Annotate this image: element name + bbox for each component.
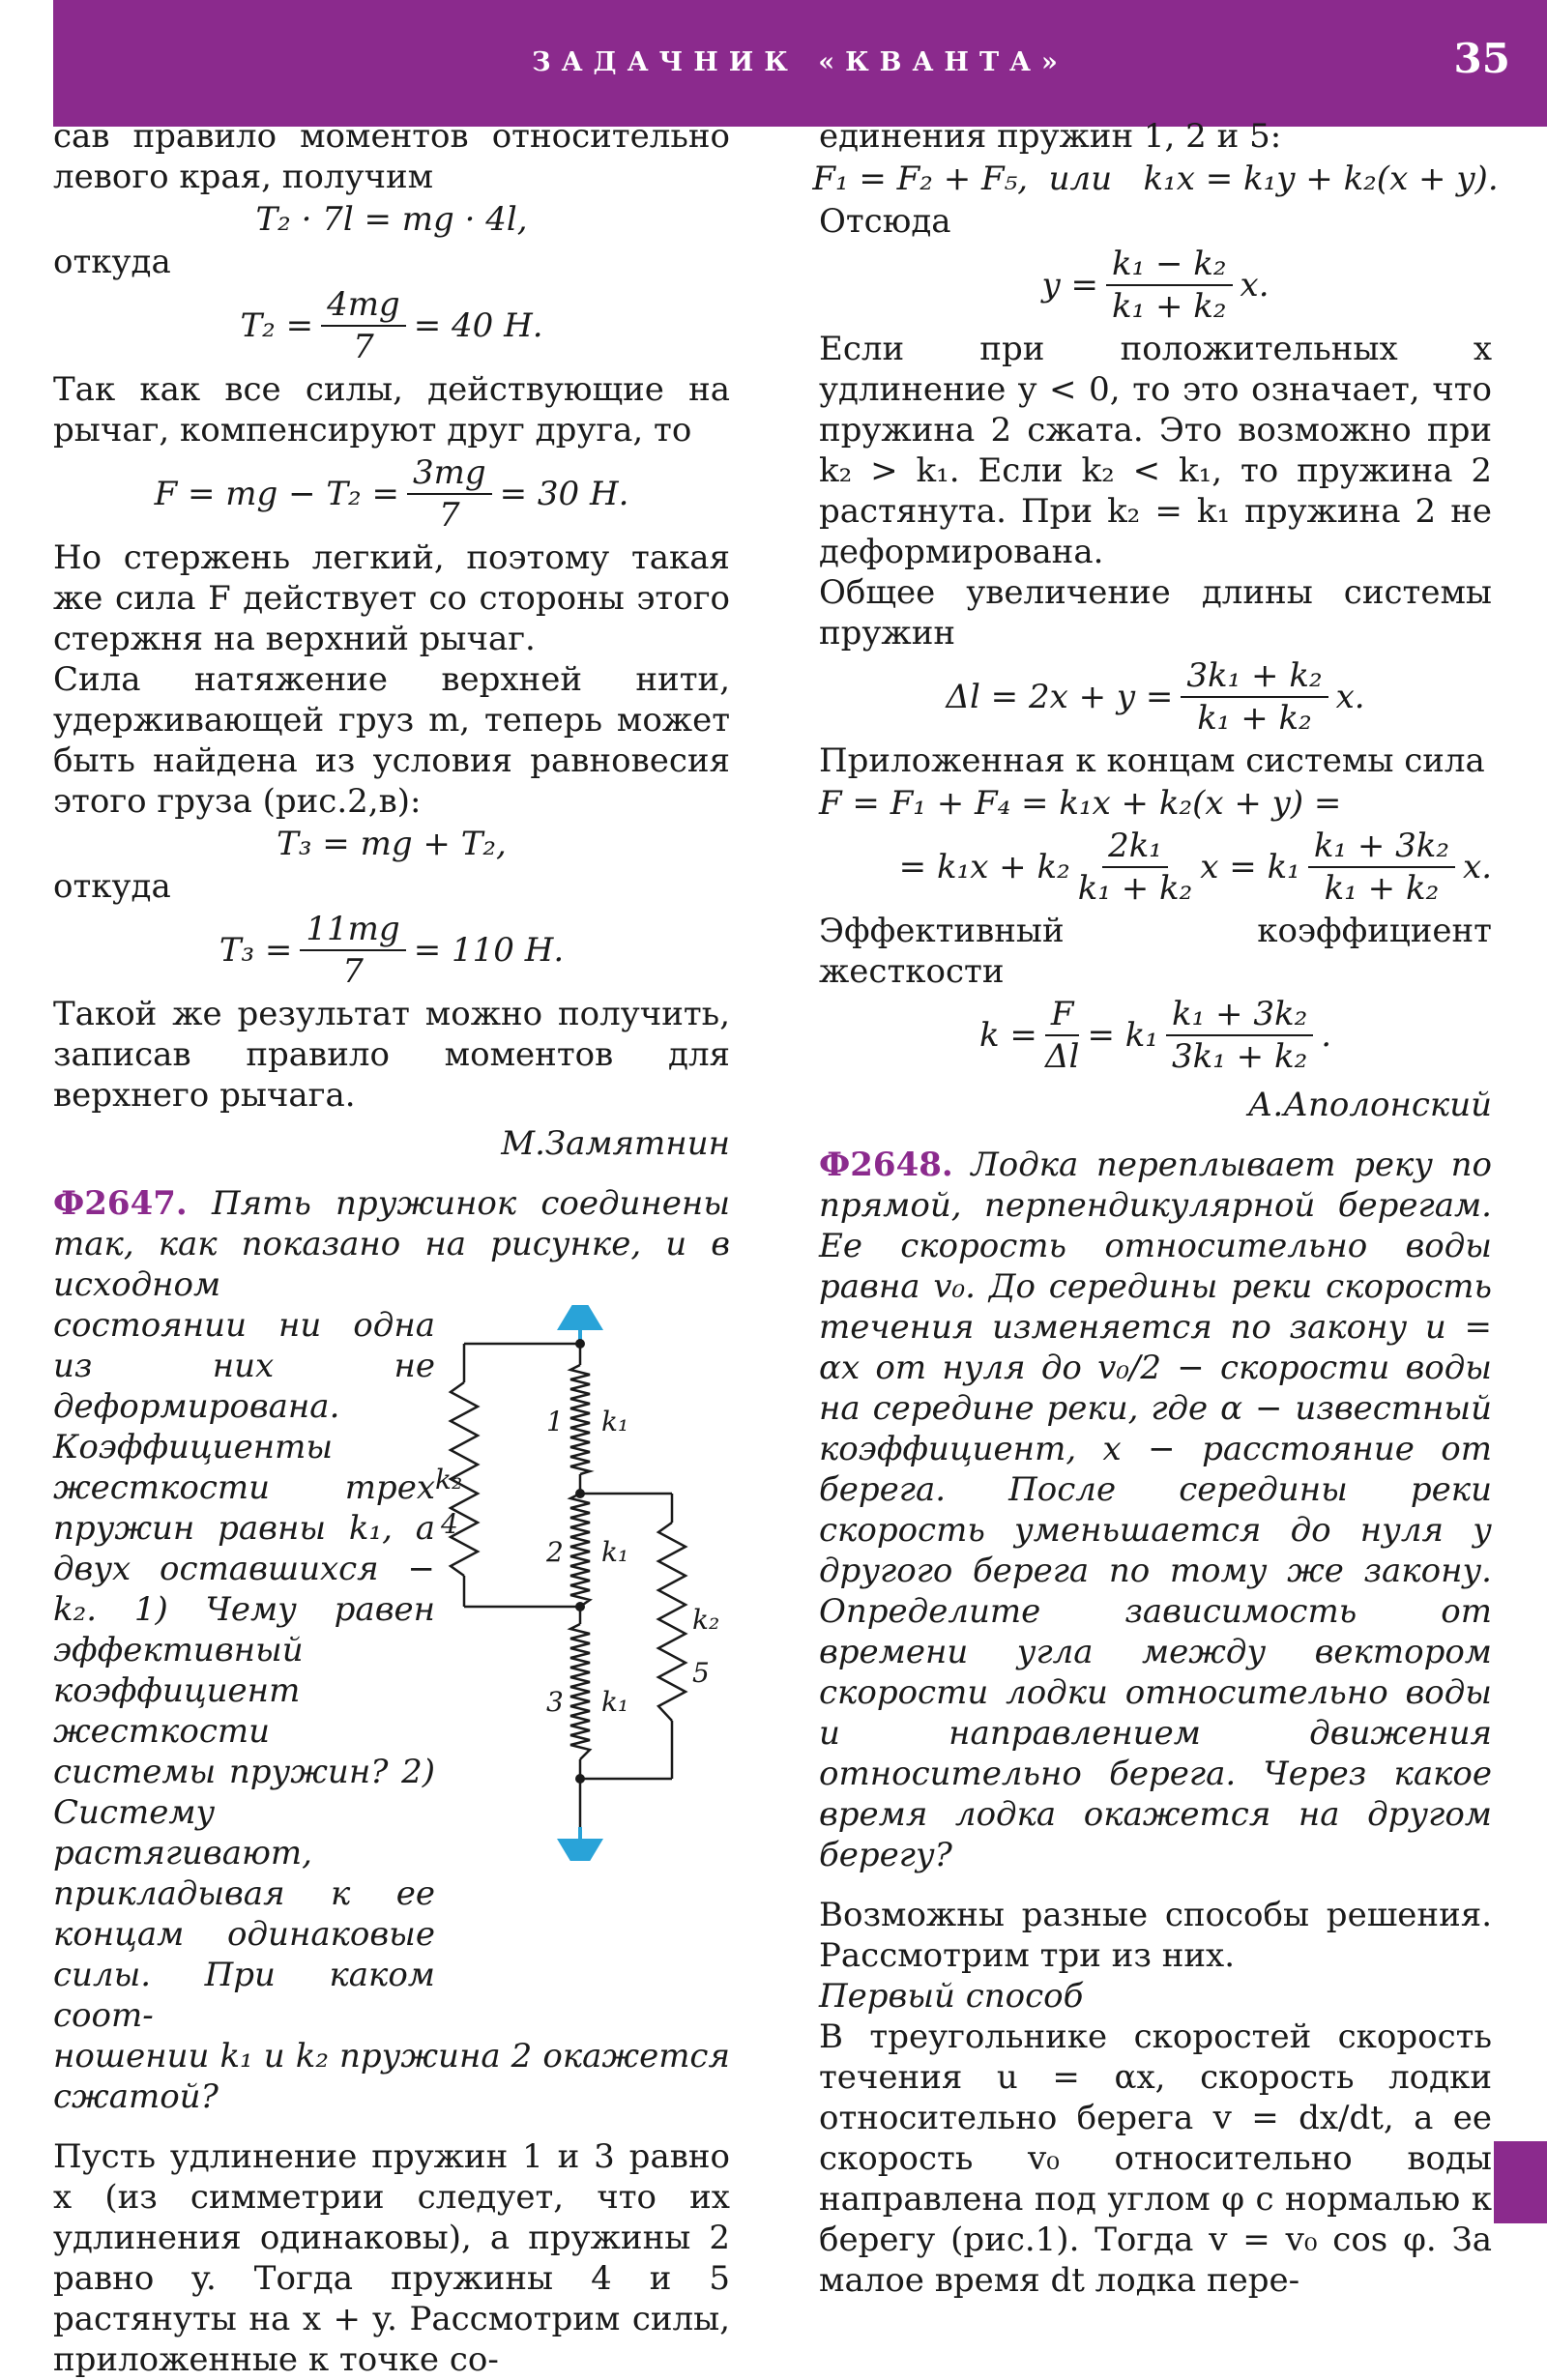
formula-force-line-1: [819, 783, 1492, 824]
spring-label-5: 5: [692, 1657, 710, 1689]
fraction-numerator: k₁ + 3k₂: [1308, 826, 1455, 868]
fraction: [321, 284, 406, 367]
fraction: [300, 909, 405, 992]
stiffness-label: k₁: [601, 1536, 629, 1568]
formula-text: x.: [1463, 848, 1492, 886]
spring-label-2: 2: [546, 1536, 564, 1568]
fraction-denominator: k₁ + k₂: [1197, 699, 1312, 738]
problem-number: Ф2647.: [53, 1184, 188, 1223]
spring-3: [570, 1624, 590, 1759]
formula-text: T₂ =: [240, 306, 314, 345]
spring-label-4: 4: [441, 1508, 458, 1540]
fraction-numerator: k₁ − k₂: [1106, 244, 1233, 286]
formula-text: T₃ = mg + T₂,: [277, 825, 507, 863]
problem-text-wrapped: состоянии ни одна из них не деформирована. Коэффициенты жесткости трех пружин равны k₁, а двух оставшихся − k₂. 1) Чему равен эффективный коэффициент жесткости системы пружин? 2) Систему растягивают, прикладывая к ее концам одинаковые силы. При каком соот-: [53, 1306, 435, 2035]
paragraph: Сила натяжение верхней нити, удерживающей груз m, теперь может быть найдена из условия равновесия этого груза (рис.2,в):: [53, 660, 730, 821]
page-number: 35: [1453, 35, 1510, 82]
fraction-numerator: 2k₁: [1102, 826, 1168, 868]
formula-text: .: [1321, 1016, 1332, 1055]
paragraph: Пусть удлинение пружин 1 и 3 равно x (из симметрии следует, что их удлинения одинаковы), а пружины 2 равно y. Тогда пружины 4 и 5 растянуты на x + y. Рассмотрим силы, приложенные к точке со-: [53, 2137, 730, 2379]
formula-text: x.: [1335, 678, 1365, 716]
fraction: [1045, 994, 1080, 1077]
formula-text: x = k₁: [1200, 848, 1300, 886]
fraction: [407, 452, 492, 536]
spring-1: [570, 1365, 590, 1474]
fraction: [1106, 244, 1233, 327]
fraction-numerator: k₁ + 3k₂: [1166, 994, 1313, 1036]
fraction: [1078, 826, 1193, 909]
fraction-numerator: 3k₁ + k₂: [1181, 655, 1328, 698]
spring-label-3: 3: [546, 1686, 564, 1718]
fraction: [1166, 994, 1313, 1077]
fraction: [1181, 655, 1328, 739]
formula-y: [819, 244, 1492, 327]
spring-2: [570, 1494, 590, 1607]
formula-delta-l: [819, 655, 1492, 739]
paragraph: Но стержень легкий, поэтому такая же сила F действует со стороны этого стержня на верхний рычаг.: [53, 538, 730, 658]
formula-text: F₁ = F₂ + F₅, или k₁x = k₁y + k₂(x + y).: [812, 160, 1499, 198]
paragraph: Так как все силы, действующие на рычаг, компенсируют друг друга, то: [53, 370, 730, 450]
problem-2647: [53, 1183, 730, 1305]
formula-f1: [812, 159, 1499, 199]
problem-2648: [819, 1145, 1492, 1875]
formula-text: T₂ · 7l = mg · 4l,: [255, 200, 528, 239]
formula-text: F = mg − T₂ =: [154, 475, 399, 513]
journal-section-title: ЗАДАЧНИК «КВАНТА»: [532, 47, 1068, 77]
paragraph: Отсюда: [819, 202, 951, 241]
problem-text-tail: ношении k₁ и k₂ пружина 2 окажется сжатой?: [53, 2037, 730, 2116]
fraction-denominator: 7: [342, 952, 364, 991]
formula-t2: [53, 284, 730, 367]
formula-text: = 110 Н.: [413, 931, 565, 970]
formula-force-line-2: [819, 826, 1492, 909]
fraction-denominator: k₁ + k₂: [1324, 869, 1440, 908]
paragraph: Такой же результат можно получить, записав правило моментов для верхнего рычага.: [53, 995, 730, 1115]
paragraph: Если при положительных x удлинение y < 0, то это означает, что пружина 2 сжата. Это возможно при k₂ > k₁. Если k₂ < k₁, то пружина 2 растянута. При k₂ = k₁ пружина 2 не деформирована.: [819, 330, 1492, 571]
paragraph: Возможны разные способы решения. Рассмотрим три из них.: [819, 1896, 1492, 1975]
paragraph: Приложенная к концам системы сила: [819, 741, 1485, 780]
formula-text: = 40 Н.: [413, 306, 543, 345]
left-column: [53, 116, 730, 2380]
fraction-denominator: k₁ + k₂: [1077, 869, 1193, 908]
problem-number: Ф2648.: [819, 1146, 953, 1184]
paragraph: сав правило моментов относительно левого края, получим: [53, 117, 730, 196]
right-column: [812, 116, 1499, 2301]
fraction-denominator: 3k₁ + k₂: [1172, 1037, 1308, 1076]
stiffness-label: k₁: [601, 1686, 629, 1718]
fraction-numerator: 11mg: [300, 909, 405, 951]
problem-text: Пять пружинок соединены так, как показано на рисунке, и в исходном: [53, 1184, 731, 1304]
formula-t2-moment: [53, 199, 730, 240]
formula-t3-eq: [53, 824, 730, 864]
formula-text: k =: [978, 1016, 1037, 1055]
fraction-numerator: F: [1045, 994, 1080, 1036]
stiffness-label: k₂: [692, 1604, 720, 1636]
spring-5: [658, 1523, 686, 1721]
paragraph: В треугольнике скоростей скорость течения u = αx, скорость лодки относительно берега v = dx/dt, а ее скорость v₀ относительно воды направлена под углом φ с нормалью к берегу (рис.1). Тогда v = v₀ cos φ. За малое время dt лодка пере-: [819, 2017, 1492, 2300]
stiffness-label: k₁: [601, 1406, 629, 1437]
fraction-denominator: Δl: [1044, 1037, 1080, 1076]
formula-text: = k₁: [1087, 1016, 1158, 1055]
fraction-numerator: 4mg: [321, 284, 406, 327]
formula-text: F = F₁ + F₄ = k₁x + k₂(x + y) =: [819, 784, 1342, 823]
problem-figure-block: [53, 1305, 730, 2036]
formula-t3: [53, 909, 730, 992]
formula-text: y =: [1041, 266, 1098, 305]
paragraph: Общее увеличение длины системы пружин: [819, 573, 1492, 653]
fraction-denominator: k₁ + k₂: [1111, 287, 1227, 326]
page-corner-decoration: [1494, 2141, 1547, 2223]
stiffness-label: k₂: [435, 1464, 463, 1495]
formula-text: T₃ =: [219, 931, 293, 970]
formula-text: = 30 Н.: [499, 475, 629, 513]
fraction: [1308, 826, 1455, 909]
formula-text: x.: [1240, 266, 1270, 305]
formula-text: Δl = 2x + y =: [946, 678, 1174, 716]
fraction-denominator: 7: [353, 328, 374, 366]
author-signature: А.Аполонский: [1247, 1086, 1492, 1124]
problem-text: Лодка переплывает реку по прямой, перпендикулярной берегам. Ее скорость относительно воды равна v₀. До середины реки скорость течения изменяется по закону u = αx от нуля до v₀/2 − скорости воды на середине реки, где α − известный коэффициент, x − расстояние от берега. После середины реки скорость уменьшается до нуля у другого берега по тому же закону. Определите зависимость от времени угла между вектором скорости лодки относительно воды и направлением движения относительно берега. Через какое время лодка окажется на другом берегу?: [819, 1146, 1493, 1874]
formula-f: [53, 452, 730, 536]
paragraph: единения пружин 1, 2 и 5:: [819, 117, 1282, 156]
paragraph: откуда: [53, 867, 171, 906]
author-signature: М.Замятнин: [501, 1124, 730, 1163]
fraction-denominator: 7: [438, 496, 460, 535]
spring-system-figure: [435, 1305, 730, 1861]
spring-label-1: 1: [546, 1406, 564, 1437]
header-bar: [53, 0, 1547, 127]
formula-k: [819, 994, 1492, 1077]
paragraph: Эффективный коэффициент жесткости: [819, 912, 1492, 991]
paragraph: откуда: [53, 243, 171, 281]
formula-text: = k₁x + k₂: [898, 848, 1070, 886]
fraction-numerator: 3mg: [407, 452, 492, 495]
method-heading: Первый способ: [819, 1977, 1084, 2016]
